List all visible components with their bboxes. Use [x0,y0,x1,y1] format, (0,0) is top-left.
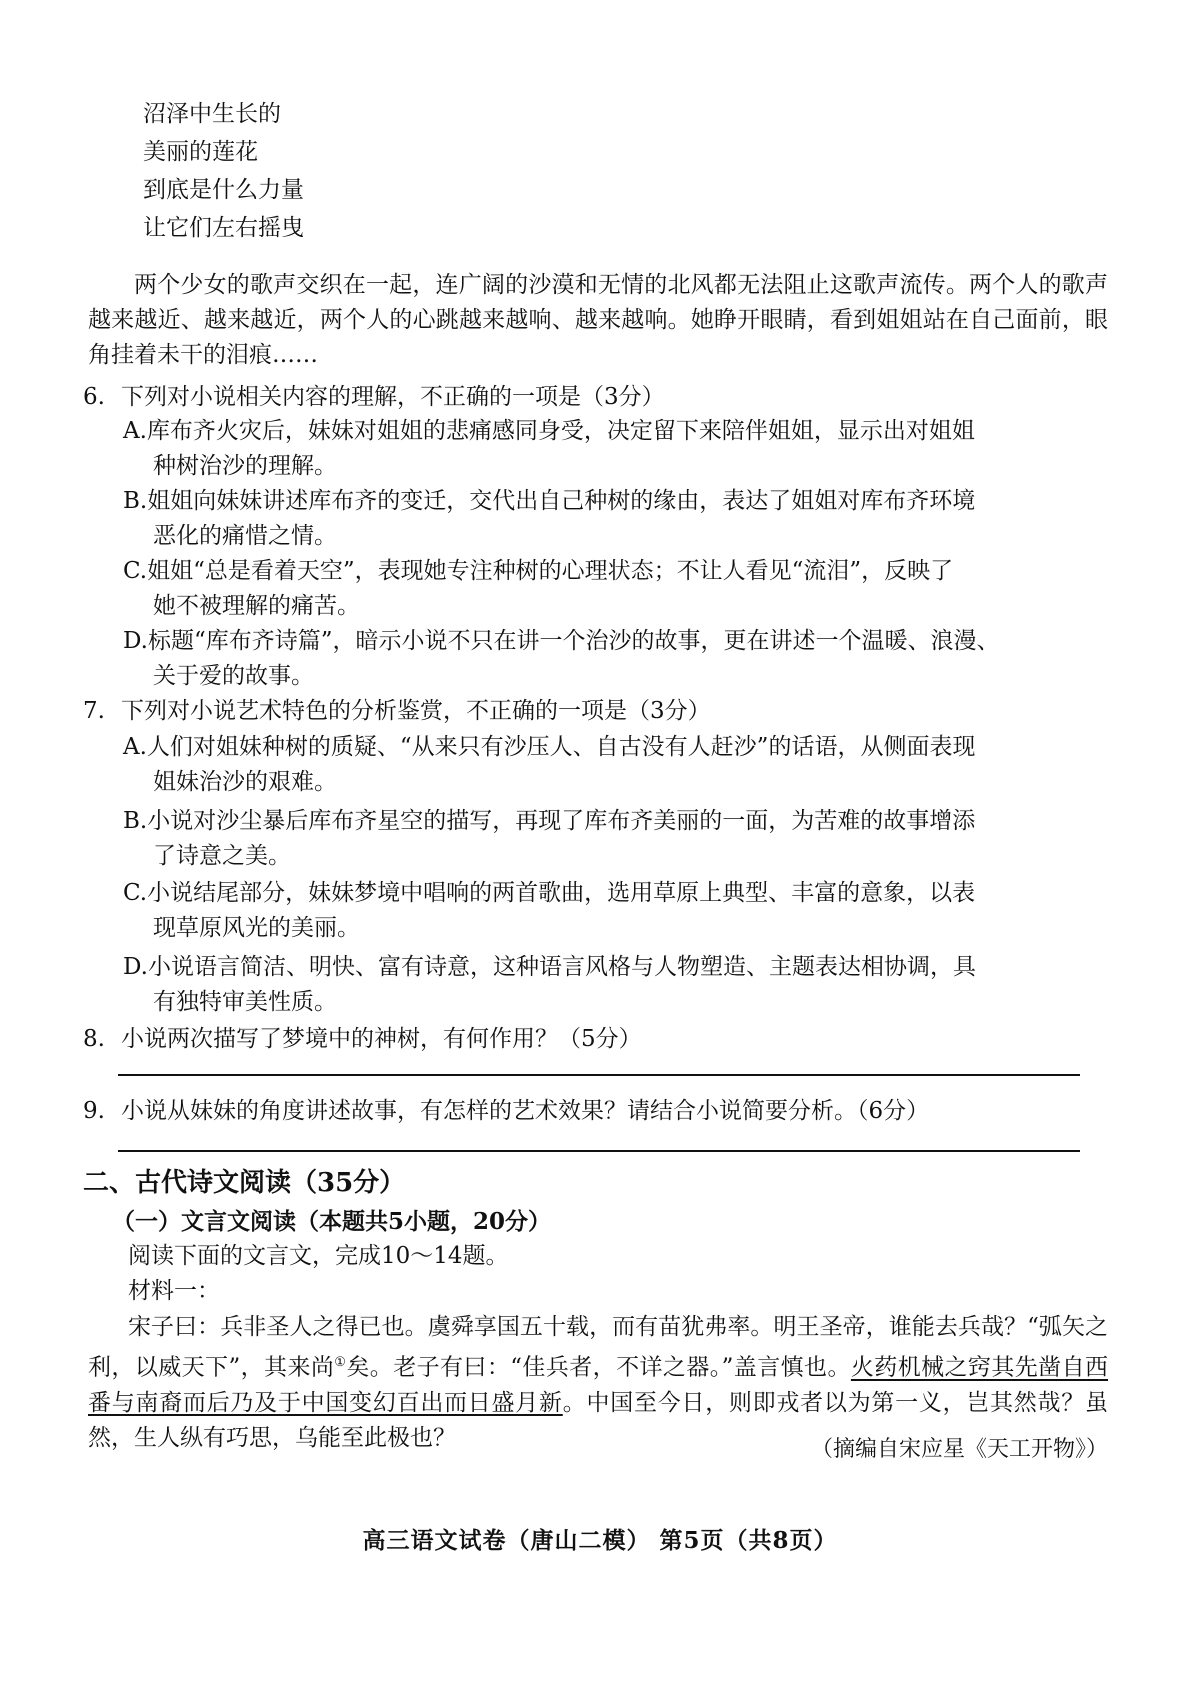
question-7-option-d [123,950,1088,1020]
section-title: 二、古代诗文阅读（35分） [83,1168,406,1198]
option-text-cont: 恶化的痛惜之情。 [153,523,337,549]
question-stem: 小说从妹妹的角度讲述故事，有怎样的艺术效果？请结合小说简要分析。（6分） [121,1098,930,1124]
option-label: A. [123,418,147,444]
question-7-option-c [123,876,1088,946]
poem [143,95,304,247]
option-text: 库布齐火灾后，妹妹对姐姐的悲痛感同身受，决定留下来陪伴姐姐，显示出对姐姐 [146,418,975,444]
classical-text-part: 矣。老子有曰：“佳兵者，不详之器。”盖言慎也。 [346,1354,851,1381]
question-6-option-a [123,414,1088,484]
page-footer: 高三语文试卷（唐山二模） 第5页（共8页） [362,1527,838,1554]
answer-line [118,1150,1080,1152]
question-6-option-b [123,484,1088,554]
footnote-marker: ① [334,1355,347,1370]
question-stem: 下列对小说相关内容的理解，不正确的一项是（3分） [121,384,665,410]
option-text: 人们对姐妹种树的质疑、“从来只有沙压人、自古没有人赶沙”的话语，从侧面表现 [146,734,976,760]
subsection-title: （一）文言文阅读（本题共5小题，20分） [112,1208,552,1235]
option-label: C. [123,880,148,906]
instruction: 阅读下面的文言文，完成10～14题。 [128,1243,509,1269]
option-text: 姐姐“总是看着天空”，表现她专注种树的心理状态；不让人看见“流泪”，反映了 [147,558,954,584]
option-label: D. [123,954,148,980]
question-9 [83,1094,1108,1129]
poem-line: 美丽的莲花 [143,139,258,165]
question-8 [83,1022,1108,1057]
classical-text-part: 。中国至今日，则即戎者以为第一义，岂其然哉？虽然，生人纵有巧思，乌能至此极也？ [88,1389,1109,1451]
option-text-cont: 种树治沙的理解。 [153,453,337,479]
option-text-cont: 了诗意之美。 [153,843,291,869]
option-text-cont: 关于爱的故事。 [153,663,314,689]
story-paragraph: 两个少女的歌声交织在一起，连广阔的沙漠和无情的北风都无法阻止这歌声流传。两个人的歌声越来越近、越来越近，两个人的心跳越来越响、越来越响。她睁开眼睛，看到姐姐站在自己面前，眼角挂着未干的泪痕…… [88,272,1108,368]
question-stem: 小说两次描写了梦境中的神树，有何作用？（5分） [121,1026,642,1052]
option-text-cont: 现草原风光的美丽。 [153,915,360,941]
question-stem: 下列对小说艺术特色的分析鉴赏，不正确的一项是（3分） [121,698,711,724]
source-attribution: （摘编自宋应星《天工开物》） [810,1437,1108,1462]
option-text: 姐姐向妹妹讲述库布齐的变迁，交代出自己种树的缘由，表达了姐姐对库布齐环境 [147,488,976,514]
poem-line: 到底是什么力量 [143,177,304,203]
material-label: 材料一： [128,1278,220,1304]
option-text: 小说结尾部分，妹妹梦境中唱响的两首歌曲，选用草原上典型、丰富的意象，以表 [147,880,976,906]
question-6 [83,380,1108,415]
question-7 [83,694,1108,729]
option-label: B. [123,488,148,514]
option-text: 标题“库布齐诗篇”，暗示小说不只在讲一个治沙的故事，更在讲述一个温暖、浪漫、 [147,628,1000,654]
option-text: 小说语言简洁、明快、富有诗意，这种语言风格与人物塑造、主题表达相协调，具 [147,954,976,980]
option-text-cont: 她不被理解的痛苦。 [153,593,360,619]
poem-line: 让它们左右摇曳 [143,215,304,241]
question-7-option-b [123,804,1088,874]
option-text: 小说对沙尘暴后库布齐星空的描写，再现了库布齐美丽的一面，为苦难的故事增添 [147,808,976,834]
question-7-option-a [123,730,1088,800]
classical-text-part: 宋子曰：兵非圣人之得已也。虞舜享国五十载，而有苗犹弗率。明王圣帝，谁能去兵哉？“弧矢之利，以威天下”，其来尚 [88,1314,1108,1381]
question-number: 9. [83,1098,105,1124]
option-label: C. [123,558,148,584]
poem-line: 沼泽中生长的 [143,101,281,127]
option-text-cont: 有独特审美性质。 [153,989,337,1015]
question-number: 6. [83,384,105,410]
option-label: D. [123,628,148,654]
question-number: 7. [83,698,105,724]
question-6-option-d [123,624,1088,694]
option-label: B. [123,808,148,834]
question-6-option-c [123,554,1088,624]
underlined-sentence: 火药机械之窍其先凿自西番与南裔而后乃及于中国变幻百出而日盛月新 [88,1354,1108,1416]
answer-line [118,1074,1080,1076]
option-label: A. [123,734,147,760]
question-number: 8. [83,1026,105,1052]
option-text-cont: 姐妹治沙的艰难。 [153,769,337,795]
